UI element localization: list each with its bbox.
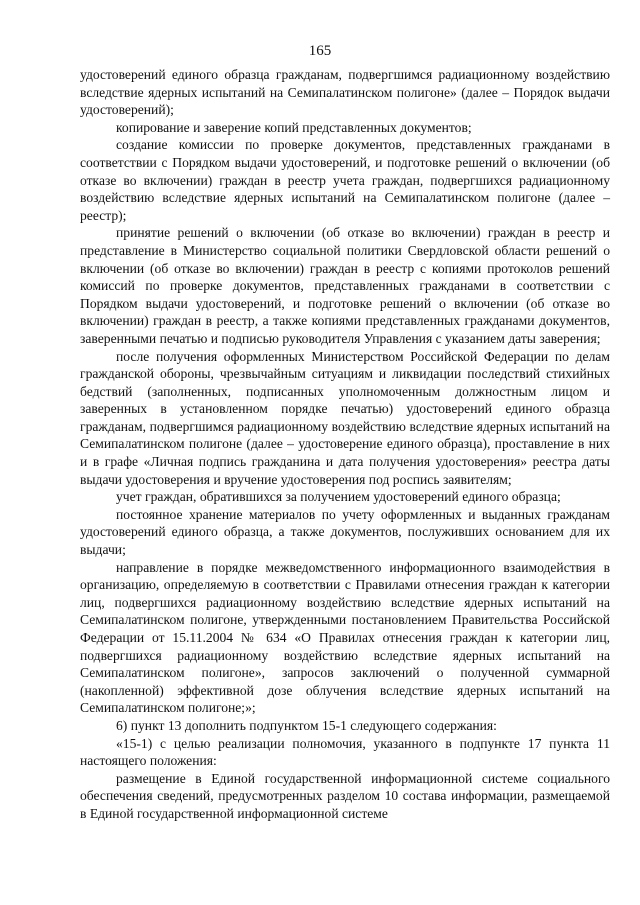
paragraph-item-6: 6) пункт 13 дополнить подпунктом 15-1 следующего содержания: bbox=[116, 717, 497, 733]
paragraph-requests: направление в порядке межведомственного информационного взаимодействия в организацию, определяемую в соответствии с Правилами отнесения граждан к категории лиц, подвергшихся радиационному воздействию вследствие ядерных испытаний на Семипалатинском полигоне, утвержденными постановлением Правительства Российской Федерации от 15.11.2004 № 634 «О Правилах отнесения граждан к категории лиц, подвергшихся радиационному воздействию вследствие ядерных испытаний на Семипалатинском полигоне», запросов заключений о полученной суммарной (накопленной) эффективной дозе облучения вследствие ядерных испытаний на Семипалатинском полигоне;»; bbox=[80, 559, 610, 716]
paragraph-subitem-15-1: «15-1) с целью реализации полномочия, указанного в подпункте 17 пункта 11 настоящего положения: bbox=[80, 735, 610, 769]
paragraph-decisions: принятие решений о включении (об отказе во включении) граждан в реестр и представление в Министерство социальной политики Свердловской области решений о включении (об отказе во включении) граждан в реестр с копиями протоколов решений комиссий по проверке документов, представленных гражданами в соответствии с Порядком выдачи удостоверений, и подготовке решений о включении (об отказе во включении) граждан в реестр, а также копиями представленных гражданами документов, заверенными печатью и подписью руководителя Управления с указанием даты заверения; bbox=[80, 225, 610, 346]
paragraph-continuation: удостоверений единого образца гражданам, подвергшимся радиационному воздействию вследствие ядерных испытаний на Семипалатинском полигоне» (далее – Порядок выдачи удостоверений); bbox=[80, 67, 610, 118]
paragraph-placement: размещение в Единой государственной информационной системе социального обеспечения сведений, предусмотренных разделом 10 состава информации, размещаемой в Единой государственной информационной системе bbox=[80, 770, 610, 821]
paragraph-commission: создание комиссии по проверке документов, представленных гражданами в соответствии с Порядком выдачи удостоверений, и подготовке решений о включении (об отказе во включении) граждан в реестр учета граждан, подвергшихся радиационному воздействию вследствие ядерных испытаний на Семипалатинском полигоне (далее – реестр); bbox=[80, 137, 610, 223]
paragraph-storage: постоянное хранение материалов по учету оформленных и выданных гражданам удостоверений единого образца, а также документов, послуживших основанием для их выдачи; bbox=[80, 506, 610, 558]
paragraph-copying: копирование и заверение копий представленных документов; bbox=[116, 119, 472, 135]
paragraph-issuance: после получения оформленных Министерством Российской Федерации по делам гражданской обороны, чрезвычайным ситуациям и ликвидации последствий стихийных бедствий (заполненных, подписанных уполномоченным должностным лицом и заверенных в установленном порядке печатью) удостоверений единого образца гражданам, подвергшимся радиационному воздействию вследствие ядерных испытаний на Семипалатинском полигоне (далее – удостоверение единого образца), проставление в них и в графе «Личная подпись гражданина и дата получения удостоверения» реестра даты выдачи удостоверения и вручение удостоверения под роспись заявителям; bbox=[80, 348, 610, 487]
document-body bbox=[80, 66, 610, 823]
paragraph-accounting: учет граждан, обратившихся за получением удостоверений единого образца; bbox=[116, 489, 561, 505]
page-number: 165 bbox=[308, 43, 332, 59]
